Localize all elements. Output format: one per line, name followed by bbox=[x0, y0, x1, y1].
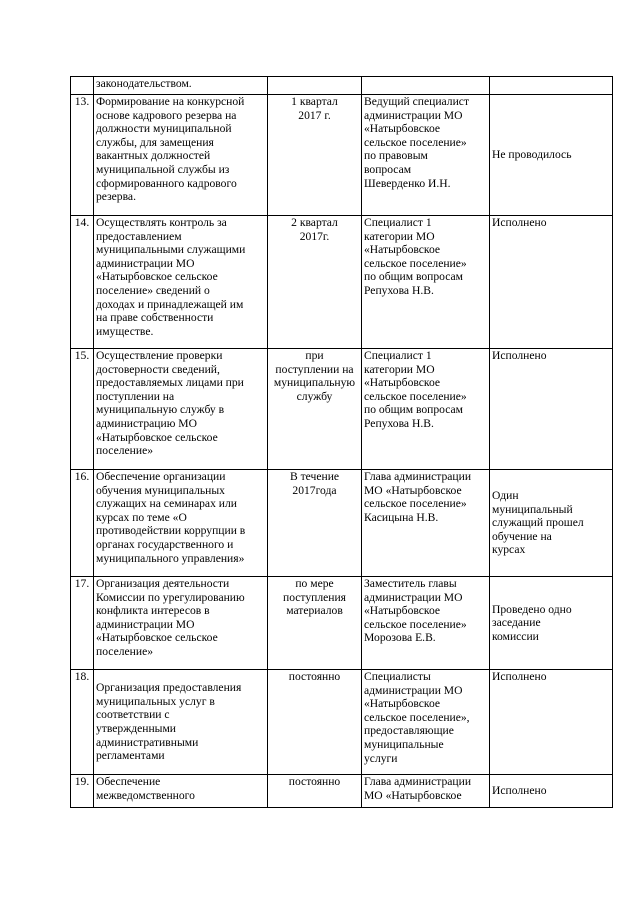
cell-text-line: предоставляемых лицами при bbox=[96, 376, 244, 390]
cell-text-line: органах государственного и bbox=[96, 537, 234, 551]
cell-text-line: Обеспечение bbox=[96, 775, 161, 788]
cell-text-line: 2017года bbox=[292, 483, 337, 497]
cell-text-line: по правовым bbox=[364, 149, 428, 163]
cell-text-line: сформированного кадрового bbox=[96, 176, 237, 190]
cell-text-line: достоверности сведений, bbox=[96, 362, 220, 376]
cell-text-line: администрацию МО bbox=[96, 416, 197, 430]
table-row bbox=[71, 349, 613, 470]
cell-text-line: обучения муниципальных bbox=[96, 483, 225, 497]
cell-text-line: Специалисты bbox=[364, 670, 431, 683]
cell-text-line: МО «Натырбовское bbox=[364, 788, 462, 802]
cell-text-line: утвержденными bbox=[96, 722, 177, 735]
cell-text-line: Не проводилось bbox=[492, 148, 572, 162]
cell-text-line: межведомственного bbox=[96, 788, 195, 802]
cell-text-line: административными bbox=[96, 735, 199, 749]
cell-text-line: основе кадрового резерва на bbox=[96, 108, 237, 122]
cell-text-line: муниципальной службы из bbox=[96, 162, 230, 176]
cell-text-line: «Натырбовское bbox=[364, 697, 441, 711]
cell-text-line: В течение bbox=[289, 470, 340, 483]
cell-text-line: Исполнено bbox=[492, 670, 547, 683]
cell-text-line: Исполнено bbox=[492, 216, 547, 229]
row-number-cell: 13. bbox=[71, 95, 94, 216]
cell-text-line: должности муниципальной bbox=[96, 122, 232, 136]
cell-text-line: Проведено одно bbox=[492, 602, 572, 616]
cell-text-line: обучение на bbox=[492, 529, 552, 543]
cell-text-line: Один bbox=[492, 489, 519, 503]
cell-text-line: муниципальными служащими bbox=[96, 243, 246, 257]
responsible-cell bbox=[362, 77, 490, 95]
cell-text-line: по общим вопросам bbox=[364, 403, 464, 417]
cell-text-line: категории МО bbox=[364, 362, 435, 376]
cell-text-line: сельское поселение», bbox=[364, 710, 470, 724]
cell-text-line: сельское поселение» bbox=[364, 389, 467, 403]
cell-text-line: вопросам bbox=[364, 162, 412, 176]
task-cell bbox=[94, 216, 268, 349]
cell-text-line: Морозова Е.В. bbox=[364, 631, 436, 645]
cell-text-line: «Натырбовское сельское bbox=[96, 631, 218, 645]
table-row bbox=[71, 77, 613, 95]
cell-text-line: администрации МО bbox=[96, 617, 195, 631]
cell-text-line: резерва. bbox=[96, 190, 136, 204]
table-row bbox=[71, 470, 613, 577]
cell-text-line: по общим вопросам bbox=[364, 270, 464, 284]
term-cell bbox=[268, 95, 362, 216]
cell-text-line: поселение» сведений о bbox=[96, 283, 210, 297]
cell-text-line: Формирование на конкурсной bbox=[96, 95, 245, 108]
measures-table bbox=[70, 76, 613, 808]
status-cell bbox=[490, 670, 613, 775]
row-number-cell: 14. bbox=[71, 216, 94, 349]
cell-text-line: службу bbox=[296, 389, 333, 403]
task-cell bbox=[94, 77, 268, 95]
cell-text-line: доходах и принадлежащей им bbox=[96, 297, 244, 311]
cell-text-line: поступлении на bbox=[96, 389, 175, 403]
cell-text-line: предоставлением bbox=[96, 229, 182, 243]
cell-text-line: служащих на семинарах или bbox=[96, 497, 237, 511]
cell-text-line: поступления bbox=[282, 590, 347, 604]
status-cell bbox=[490, 775, 613, 808]
cell-text-line: поселение» bbox=[96, 644, 154, 658]
status-cell bbox=[490, 95, 613, 216]
table-row bbox=[71, 216, 613, 349]
responsible-cell bbox=[362, 216, 490, 349]
cell-text-line: «Натырбовское bbox=[364, 122, 441, 136]
row-number-cell: 15. bbox=[71, 349, 94, 470]
cell-text-line: соответствии с bbox=[96, 708, 170, 722]
cell-text-line: сельское поселение» bbox=[364, 497, 467, 511]
cell-text-line: на праве собственности bbox=[96, 311, 214, 325]
cell-text-line: Организация предоставления bbox=[96, 681, 242, 695]
status-cell bbox=[490, 77, 613, 95]
responsible-cell bbox=[362, 577, 490, 670]
cell-text-line: Обеспечение организации bbox=[96, 470, 226, 483]
cell-text-line: услуги bbox=[364, 751, 398, 765]
cell-text-line: Репухова Н.В. bbox=[364, 283, 434, 297]
cell-text-line: «Натырбовское bbox=[364, 243, 441, 257]
cell-text-line: противодействии коррупции в bbox=[96, 524, 246, 538]
cell-text-line: 2017г. bbox=[299, 229, 330, 243]
status-cell bbox=[490, 349, 613, 470]
cell-text-line: муниципальную службу в bbox=[96, 403, 225, 417]
cell-text-line: сельское поселение» bbox=[364, 135, 467, 149]
cell-text-line: поселение» bbox=[96, 444, 154, 458]
status-cell bbox=[490, 577, 613, 670]
cell-text-line: службы, для замещения bbox=[96, 135, 214, 149]
cell-text-line: 2 квартал bbox=[291, 216, 338, 229]
cell-text-line: муниципальный bbox=[492, 502, 573, 516]
cell-text-line: постоянно bbox=[288, 670, 341, 683]
task-cell bbox=[94, 775, 268, 808]
cell-text-line: конфликта интересов в bbox=[96, 604, 210, 618]
cell-text-line: муниципальные bbox=[364, 737, 444, 751]
cell-text-line: при bbox=[305, 349, 324, 362]
cell-text-line: Специалист 1 bbox=[364, 349, 432, 362]
responsible-cell bbox=[362, 470, 490, 577]
term-cell bbox=[268, 216, 362, 349]
row-number-cell: 17. bbox=[71, 577, 94, 670]
task-cell bbox=[94, 349, 268, 470]
cell-text-line: комиссии bbox=[492, 629, 539, 643]
responsible-cell bbox=[362, 95, 490, 216]
cell-text-line: администрации МО bbox=[364, 683, 463, 697]
responsible-cell bbox=[362, 349, 490, 470]
task-text: законодательством. bbox=[96, 77, 192, 90]
status-cell bbox=[490, 470, 613, 577]
task-cell bbox=[94, 470, 268, 577]
cell-text-line: Ведущий специалист bbox=[364, 95, 470, 108]
task-cell bbox=[94, 670, 268, 775]
cell-text-line: Глава администрации bbox=[364, 470, 472, 483]
cell-text-line: «Натырбовское bbox=[364, 376, 441, 390]
cell-text-line: Репухова Н.В. bbox=[364, 416, 434, 430]
term-cell bbox=[268, 349, 362, 470]
cell-text-line: муниципальную bbox=[273, 376, 356, 390]
cell-text-line: Исполнено bbox=[492, 784, 547, 798]
task-cell bbox=[94, 95, 268, 216]
cell-text-line: по мере bbox=[295, 577, 334, 590]
status-cell bbox=[490, 216, 613, 349]
cell-text-line: администрации МО bbox=[364, 590, 463, 604]
row-number-cell: 18. bbox=[71, 670, 94, 775]
cell-text-line: служащий прошел bbox=[492, 516, 584, 530]
row-number-cell: 19. bbox=[71, 775, 94, 808]
term-cell bbox=[268, 77, 362, 95]
cell-text-line: администрации МО bbox=[364, 108, 463, 122]
cell-text-line: поступлении на bbox=[275, 362, 354, 376]
cell-text-line: постоянно bbox=[288, 775, 341, 788]
row-number-cell bbox=[71, 77, 94, 95]
cell-text-line: регламентами bbox=[96, 749, 165, 763]
responsible-cell bbox=[362, 670, 490, 775]
row-number-cell: 16. bbox=[71, 470, 94, 577]
cell-text-line: 1 квартал bbox=[291, 95, 338, 108]
cell-text-line: сельское поселение» bbox=[364, 617, 467, 631]
cell-text-line: Осуществление проверки bbox=[96, 349, 223, 362]
term-cell bbox=[268, 670, 362, 775]
cell-text-line: Исполнено bbox=[492, 349, 547, 362]
table-row bbox=[71, 95, 613, 216]
cell-text-line: «Натырбовское сельское bbox=[96, 270, 218, 284]
cell-text-line: материалов bbox=[286, 604, 343, 618]
cell-text-line: МО «Натырбовское bbox=[364, 483, 462, 497]
cell-text-line: «Натырбовское сельское bbox=[96, 430, 218, 444]
cell-text-line: курсах по теме «О bbox=[96, 510, 187, 524]
cell-text-line: имуществе. bbox=[96, 324, 154, 338]
task-cell bbox=[94, 577, 268, 670]
cell-text-line: сельское поселение» bbox=[364, 256, 467, 270]
cell-text-line: предоставляющие bbox=[364, 724, 454, 738]
responsible-cell bbox=[362, 775, 490, 808]
cell-text-line: Шеверденко И.Н. bbox=[364, 176, 451, 190]
term-cell bbox=[268, 470, 362, 577]
cell-text-line: муниципального управления» bbox=[96, 551, 245, 565]
cell-text-line: вакантных должностей bbox=[96, 149, 211, 163]
cell-text-line: курсах bbox=[492, 543, 526, 557]
cell-text-line: «Натырбовское bbox=[364, 604, 441, 618]
cell-text-line: муниципальных услуг в bbox=[96, 694, 215, 708]
cell-text-line: Заместитель главы bbox=[364, 577, 457, 590]
table-row bbox=[71, 670, 613, 775]
cell-text-line: Осуществлять контроль за bbox=[96, 216, 227, 229]
table-row bbox=[71, 775, 613, 808]
cell-text-line: заседание bbox=[492, 616, 541, 630]
cell-text-line: администрации МО bbox=[96, 256, 195, 270]
cell-text-line: Касицына Н.В. bbox=[364, 510, 439, 524]
cell-text-line: категории МО bbox=[364, 229, 435, 243]
cell-text-line: Комиссии по урегулированию bbox=[96, 590, 245, 604]
cell-text-line: 2017 г. bbox=[298, 108, 331, 122]
table-row bbox=[71, 577, 613, 670]
cell-text-line: Глава администрации bbox=[364, 775, 472, 788]
term-cell bbox=[268, 775, 362, 808]
cell-text-line: Специалист 1 bbox=[364, 216, 432, 229]
term-cell bbox=[268, 577, 362, 670]
cell-text-line: Организация деятельности bbox=[96, 577, 230, 590]
